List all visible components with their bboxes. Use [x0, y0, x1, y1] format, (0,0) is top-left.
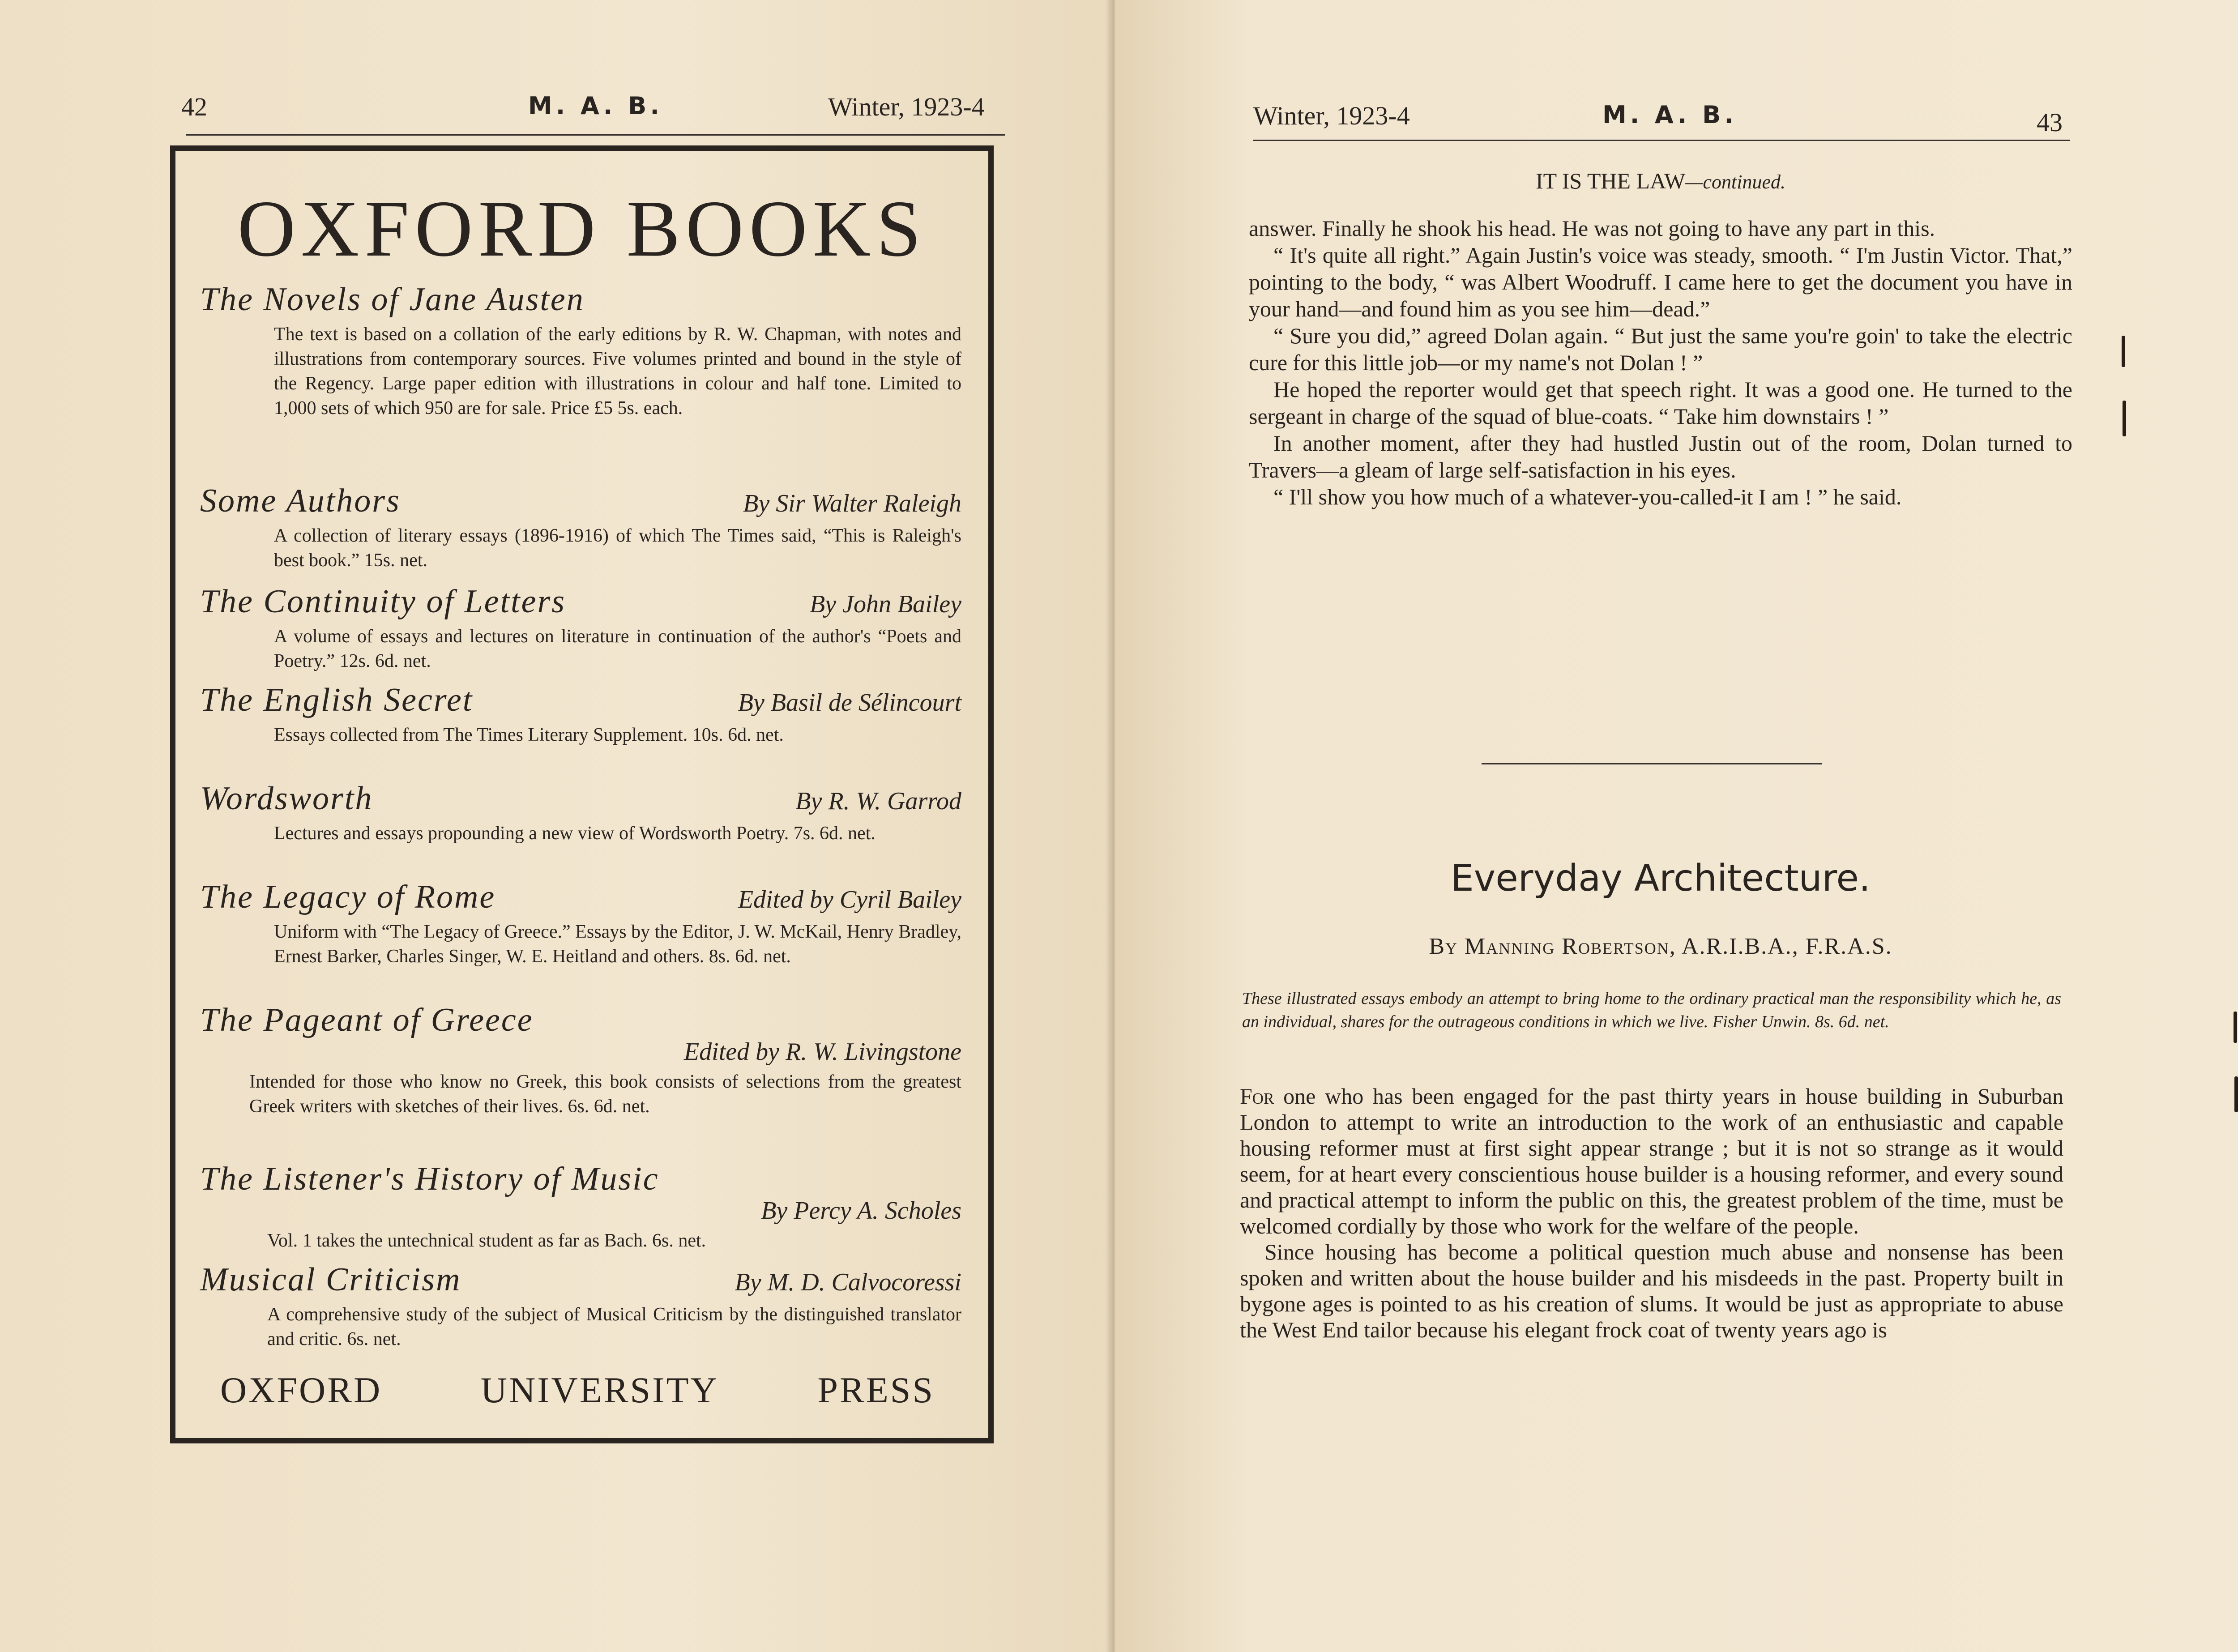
book-description: Intended for those who know no Greek, this book consists of selections from the greatest Greek writers with sketches of their lives. 6s. 6d. net. [249, 1071, 961, 1117]
lead-word: For [1240, 1084, 1274, 1109]
article-paragraph: Since housing has become a political question much abuse and nonsense has been spoken and written about the house builder and his misdeeds in the past. Property built in bygone ages is pointed to as his creation of slums. It would be just as appropriate to abuse the West End tailor because his elegant frock coat of twenty years ago is [1240, 1239, 2063, 1342]
book-author: By M. D. Calvocoressi [735, 1268, 961, 1296]
book-author: Edited by R. W. Livingstone [683, 1038, 961, 1066]
book-entry [200, 878, 961, 969]
book-title: Musical Criticism [200, 1261, 461, 1298]
book-description: A volume of essays and lectures on literature in continuation of the author's “Poets and Poetry.” 12s. 6d. net. [274, 626, 961, 671]
binding-mark [2123, 401, 2126, 436]
section-divider [1482, 763, 1822, 764]
book-title: The Novels of Jane Austen [200, 281, 585, 318]
book-entry [200, 1001, 961, 1119]
story-paragraph: “ Sure you did,” agreed Dolan again. “ But just the same you're goin' to take the electric cure for this little job—or my name's not Dolan ! ” [1249, 323, 2072, 375]
running-title-left: M. A. B. [528, 92, 663, 120]
article-byline: By Manning Robertson, A.R.I.B.A., F.R.A.S. [1429, 934, 1892, 959]
book-entry [200, 780, 961, 846]
publisher-word: OXFORD [220, 1370, 382, 1410]
book-author: By John Bailey [810, 590, 961, 618]
story-title: IT IS THE LAW [1535, 168, 1686, 193]
article-paragraph [1240, 1083, 2063, 1239]
book-description: A collection of literary essays (1896-1916) of which The Times said, “This is Raleigh's best book.” 15s. net. [274, 525, 961, 571]
continued-label: —continued. [1685, 171, 1785, 193]
header-rule-right [1253, 140, 2070, 141]
story-paragraph: In another moment, after they had hustled Justin out of the room, Dolan turned to Travers—a gleam of large self-satisfaction in his eyes. [1249, 431, 2072, 482]
publisher-line [220, 1369, 935, 1411]
book-entry [200, 583, 961, 674]
book-entry [200, 681, 961, 747]
publisher-word: UNIVERSITY [480, 1370, 719, 1410]
book-description: Uniform with “The Legacy of Greece.” Essays by the Editor, J. W. McKail, Henry Bradley, Ernest Barker, Charles Singer, W. E. Heitland and others. 8s. 6d. net. [274, 922, 961, 967]
story-paragraph: “ It's quite all right.” Again Justin's voice was steady, smooth. “ I'm Justin Victor. That,” pointing to the body, “ was Albert Woodruff. I came here to get the document you have in your hand—and found him as you see him—dead.” [1249, 243, 2072, 321]
story-heading [1249, 168, 2072, 194]
left-page [0, 0, 1115, 1652]
binding-mark [2122, 336, 2125, 367]
book-description: Essays collected from The Times Literary Supplement. 10s. 6d. net. [274, 725, 784, 745]
page-number-left: 42 [181, 92, 207, 121]
book-title: The Listener's History of Music [200, 1161, 659, 1197]
story-text [1249, 215, 2072, 510]
right-page [1115, 0, 2238, 1652]
book-entry [200, 1160, 961, 1253]
book-description: The text is based on a collation of the early editions by R. W. Chapman, with notes and illustrations from contemporary sources. Five volumes printed and bound in the style of the Regency. Large paper edition with illustrations in colour and half tone. Limited to 1,000 sets of which 950 are for sale. Price £5 5s. each. [274, 324, 961, 418]
article-body [1240, 1083, 2063, 1343]
book-entry [200, 281, 961, 421]
book-title: Some Authors [200, 482, 401, 519]
advert-headline: OXFORD BOOKS [237, 184, 927, 273]
article-paragraph-text: one who has been engaged for the past thirty years in house building in Suburban London to attempt to write an introduction to the work of an enthusiastic and capable housing reformer must at first sight appear strange ; but it is not so strange as it would seem, for at heart every conscientious house builder is a housing reformer, and every sound and practical attempt to inform the public on this, the greatest problem of the time, must be welcomed cordially by those who work for the welfare of the people. [1240, 1084, 2063, 1238]
book-entry [200, 1261, 961, 1352]
book-entry [200, 482, 961, 573]
article-summary: These illustrated essays embody an attempt to bring home to the ordinary practical man the responsibility which he, as an individual, shares for the outrageous conditions in which we live. Fisher Unwin. 8s. 6d. net. [1242, 989, 2061, 1031]
book-author: By Basil de Sélincourt [738, 689, 961, 717]
book-title: The Legacy of Rome [200, 879, 496, 915]
story-paragraph: answer. Finally he shook his head. He was not going to have any part in this. [1249, 216, 1935, 241]
story-paragraph: “ I'll show you how much of a whatever-you-called-it I am ! ” he said. [1273, 484, 1902, 509]
article-title: Everyday Architecture. [1451, 857, 1871, 900]
publisher-word: PRESS [817, 1370, 935, 1410]
book-description: Vol. 1 takes the untechnical student as far as Bach. 6s. net. [267, 1230, 706, 1251]
book-author: By Percy A. Scholes [761, 1197, 961, 1225]
book-author: Edited by Cyril Bailey [738, 886, 961, 914]
header-rule-left [186, 134, 1005, 136]
page-number-right: 43 [2037, 108, 2063, 137]
book-title: The Continuity of Letters [200, 583, 566, 620]
book-title: The English Secret [200, 682, 474, 718]
book-description: Lectures and essays propounding a new view of Wordsworth Poetry. 7s. 6d. net. [274, 823, 876, 844]
binding-mark [2234, 1012, 2237, 1043]
book-title: The Pageant of Greece [200, 1002, 534, 1038]
book-title: Wordsworth [200, 780, 373, 817]
story-paragraph: He hoped the reporter would get that speech right. It was a good one. He turned to the sergeant in charge of the squad of blue-coats. “ Take him downstairs ! ” [1249, 377, 2072, 429]
book-author: By R. W. Garrod [795, 787, 961, 815]
book-author: By Sir Walter Raleigh [743, 490, 961, 517]
book-description: A comprehensive study of the subject of Musical Criticism by the distinguished translator and critic. 6s. net. [267, 1304, 961, 1349]
issue-right: Winter, 1923-4 [1253, 101, 1410, 130]
issue-left: Winter, 1923-4 [828, 92, 985, 121]
oxford-books-advert [170, 145, 994, 1443]
binding-mark [2234, 1076, 2238, 1112]
running-title-right: M. A. B. [1602, 101, 1737, 129]
